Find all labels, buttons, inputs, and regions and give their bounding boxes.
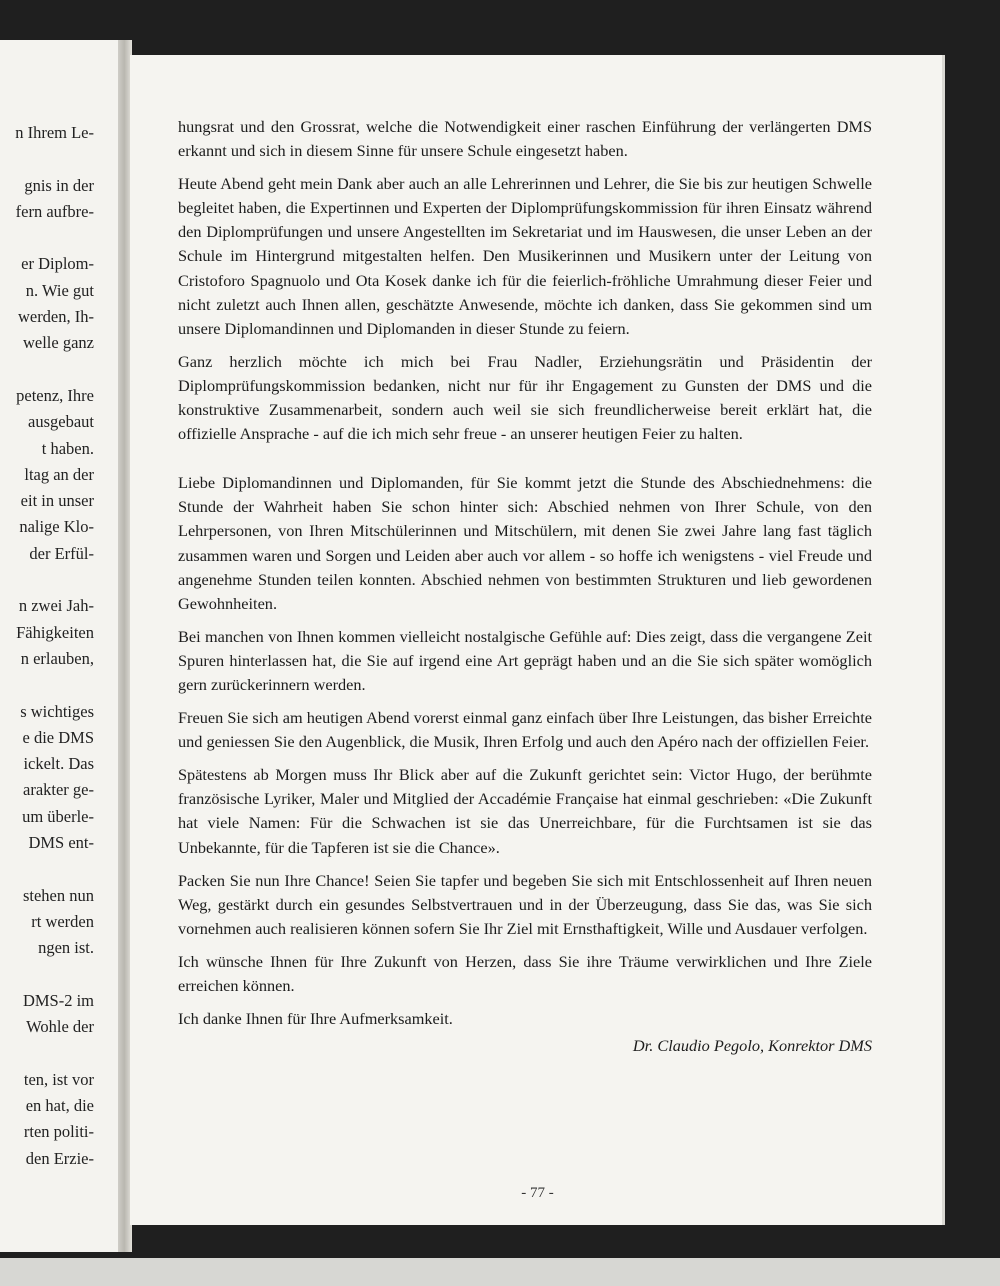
left-page-line: ten, ist vor [23,1069,94,1089]
left-page [0,40,122,1252]
right-page [130,55,945,1225]
left-page-line: en hat, die [25,1095,94,1115]
left-page-line: n Ihrem Le- [15,123,94,142]
left-page-line: n. Wie gut [25,280,94,300]
speech-text [178,115,872,1058]
paragraph: Ich danke Ihnen für Ihre Aufmerksamkeit. [178,1009,453,1029]
left-page-line: arakter ge- [23,780,94,800]
left-page-line: DMS ent- [28,833,94,853]
left-page-line: Fähigkeiten [16,622,94,642]
paragraph: Bei manchen von Ihnen kommen vielleicht nostalgische Gefühle auf: Dies zeigt, dass die vergangene Zeit Spuren hinterlassen hat, die Sie auf irgend eine Art geprägt haben und an die Sie sich später womöglich gern zurückerinnern werden. [178,626,872,694]
left-page-line [15,1040,94,1066]
left-page-line: n erlauben, [20,648,94,668]
left-page-line: stehen nun [22,885,94,905]
paragraph: Ich wünsche Ihnen für Ihre Zukunft von Herzen, dass Sie ihre Träume verwirklichen und Ihre Ziele erreichen können. [178,951,872,995]
left-page-line: um überle- [22,806,94,826]
left-page-line: eit in unser [20,491,94,511]
left-page-line: n zwei Jah- [18,596,94,616]
left-page-line: e die DMS [22,727,94,747]
left-page-line: petenz, Ihre [16,385,94,405]
page-number: - 77 - [521,1185,554,1201]
left-page-line: ausgebaut [28,412,94,432]
paragraph: Heute Abend geht mein Dank aber auch an alle Lehrerinnen und Lehrer, die Sie bis zur heutigen Schwelle begleitet haben, die Expertinnen und Experten der Diplomprüfungskommission für ihren Einsatz während den Diplomprüfungen und unsere Angestellten im Sekretariat und im Hauswesen, die unser Leben an der Schule im Hintergrund mitgestalten helfen. Den Musikerinnen und Musikern unter der Leitung von Cristoforo Spagnuolo und Ota Kosek danke ich für die feierlich-fröhliche Umrahmung dieser Feier und nicht zuletzt auch Ihnen allen, geschätzte Anwesende, möchte ich danken, dass Sie gekommen sind um unsere Diplomandinnen und Diplomanden in dieser Stunde zu feiern. [178,174,872,338]
paragraph: Freuen Sie sich am heutigen Abend vorerst einmal ganz einfach über Ihre Leistungen, das bisher Erreichte und geniessen Sie den Augenblick, die Musik, Ihren Erfolg und auch den Apéro nach der offiziellen Feier. [178,708,872,752]
left-page-line: den Erzie- [25,1148,94,1168]
left-page-text [15,120,94,1172]
left-page-line: er Diplom- [21,254,94,274]
left-page-line: rten politi- [23,1122,94,1142]
left-page-line [15,856,94,882]
left-page-line: Wohle der [26,1017,94,1037]
left-page-line: s wichtiges [20,701,94,721]
scanner-background [0,1258,1000,1286]
left-page-line: DMS-2 im [22,990,94,1010]
paragraph: hungsrat und den Grossrat, welche die Notwendigkeit einer raschen Einführung der verlängerten DMS erkannt und sich in diesem Sinne für unsere Schule eingesetzt haben. [178,117,872,161]
left-page-line [15,225,94,251]
paragraph: Packen Sie nun Ihre Chance! Seien Sie tapfer und begeben Sie sich mit Entschlossenheit auf Ihren neuen Weg, gestärkt durch ein gesundes Selbstvertrauen und in der Überzeugung, dass Sie das, was Sie sich vornehmen auch realisieren können sofern Sie Ihr Ziel mit Ernsthaftigkeit, Wille und Ausdauer verfolgen. [178,870,872,938]
left-page-line: werden, Ih- [17,307,94,327]
left-page-line: ltag an der [24,464,94,484]
left-page-line: t haben. [41,438,94,458]
left-page-line [15,672,94,698]
signature: Dr. Claudio Pegolo, Konrektor DMS [632,1036,872,1056]
paragraph: Spätestens ab Morgen muss Ihr Blick aber auf die Zukunft gerichtet sein: Victor Hugo, der berühmte französische Lyriker, Maler und Mitglied der Accadémie Française hat einmal geschrieben: «Die Zukunft hat viele Namen: Für die Schwachen ist sie das Unerreichbare, für die Furchtsamen ist sie das Unbekannte, für die Tapferen ist sie die Chance». [178,765,872,857]
left-page-line [15,962,94,988]
left-page-line [15,567,94,593]
left-page-line [15,357,94,383]
left-page-line: ickelt. Das [23,754,94,774]
left-page-line: fern aufbre- [15,201,94,221]
left-page-line: der Erfül- [29,543,94,563]
left-page-line [15,146,94,172]
left-page-line: ngen ist. [38,938,94,958]
paragraph: Liebe Diplomandinnen und Diplomanden, für Sie kommt jetzt die Stunde des Abschiednehmens: die Stunde der Wahrheit haben Sie schon hinter sich: Abschied nehmen von Ihrer Schule, von den Lehrpersonen, von Ihren Mitschülerinnen und Mitschülern, mit denen Sie zwei Jahre lang fast täglich zusammen waren und Sorgen und Leiden aber auch vor allem - so hoffe ich wenigstens - viel Freude und angenehme Stunden teilen konnten. Abschied nehmen von bestimmten Strukturen und lieb gewordenen Gewohnheiten. [178,473,872,613]
left-page-line: gnis in der [24,175,94,195]
left-page-line: welle ganz [22,333,94,353]
left-page-line: nalige Klo- [19,517,94,537]
left-page-line: rt werden [31,911,94,931]
paragraph: Ganz herzlich möchte ich mich bei Frau Nadler, Erziehungsrätin und Präsidentin der Diplomprüfungskommission bedanken, nicht nur für ihr Engagement zu Gunsten der DMS und die konstruktive Zusammenarbeit, sondern auch weil sie sich freundlicherweise bereit erklärt hat, die offizielle Ansprache - auf die ich mich sehr freue - an unserer heutigen Feier zu halten. [178,351,872,444]
